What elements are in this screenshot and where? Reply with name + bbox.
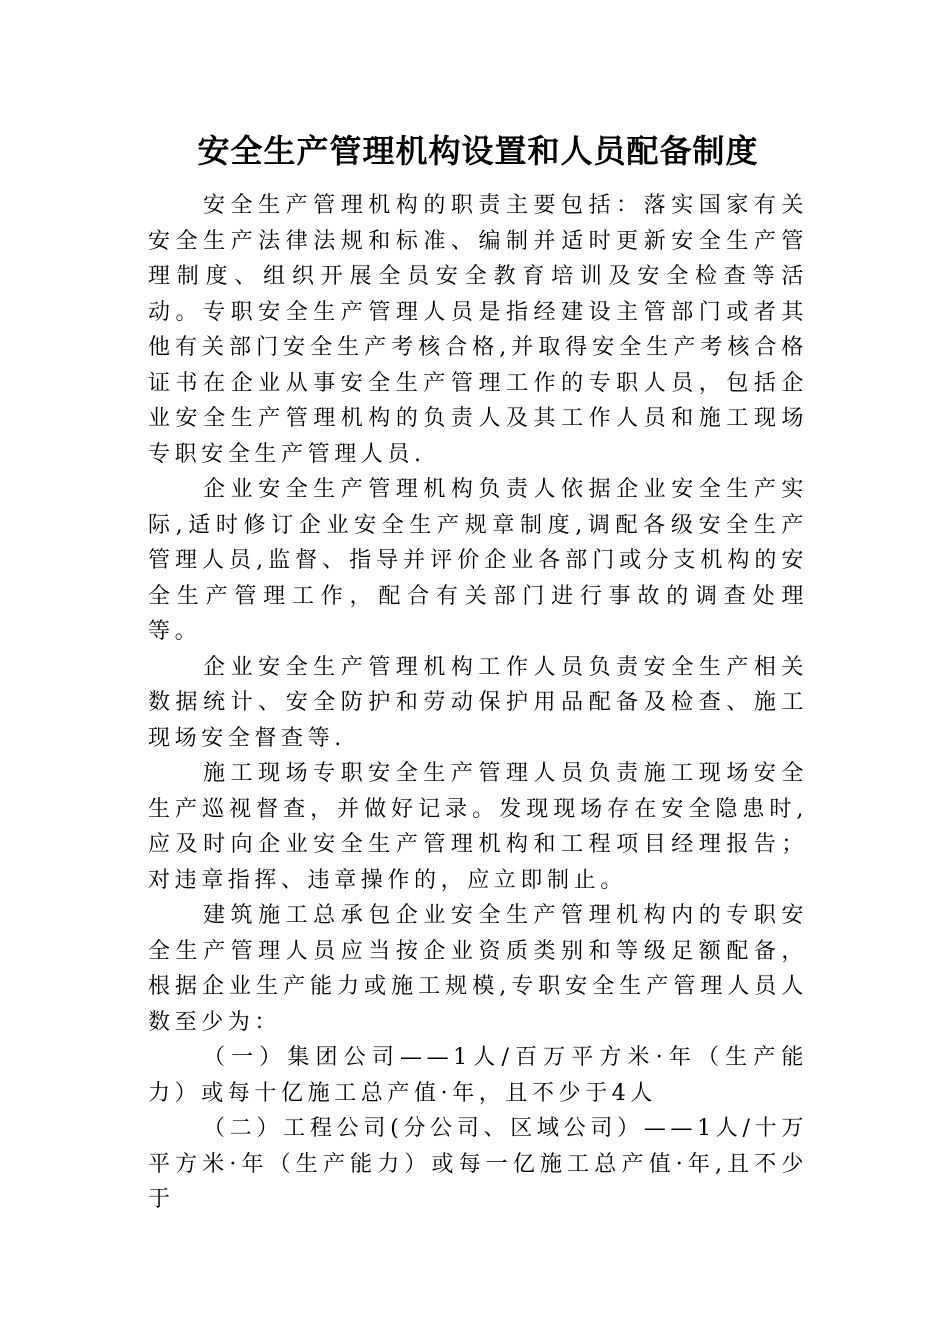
- paragraph-site-safety-staff: 施工现场专职安全生产管理人员负责施工现场安全生产巡视督查，并做好记录。发现现场存在安全隐患时,应及时向企业安全生产管理机构和工程项目经理报告；对违章指挥、违章操作的，应立即制止。: [148, 761, 808, 893]
- paragraph-duties: 安全生产管理机构的职责主要包括：落实国家有关安全生产法律法规和标准、编制并适时更新安全生产管理制度、组织开展全员安全教育培训及安全检查等活动。专职安全生产管理人员是指经建设主管部门或者其他有关部门安全生产考核合格,并取得安全生产考核合格证书在企业从事安全生产管理工作的专职人员，包括企业安全生产管理机构的负责人及其工作人员和施工现场专职安全生产管理人员.: [148, 193, 808, 467]
- paragraph-staff-responsibility: 企业安全生产管理机构工作人员负责安全生产相关数据统计、安全防护和劳动保护用品配备及检查、施工现场安全督查等.: [148, 654, 808, 751]
- paragraph-head-responsibility: 企业安全生产管理机构负责人依据企业安全生产实际,适时修订企业安全生产规章制度,调配各级安全生产管理人员,监督、指导并评价企业各部门或分支机构的安全生产管理工作，配合有关部门进行事故的调查处理等。: [148, 477, 808, 644]
- paragraph-engineering-company: （二）工程公司(分公司、区域公司）——1人/十万平方米·年（生产能力）或每一亿施工总产值·年,且不少于: [148, 1116, 808, 1212]
- document-page: [148, 128, 808, 1218]
- paragraph-staffing-requirement: 建筑施工总承包企业安全生产管理机构内的专职安全生产管理人员应当按企业资质类别和等级足额配备，根据企业生产能力或施工规模,专职安全生产管理人员人数至少为：: [148, 903, 808, 1035]
- document-title: 安全生产管理机构设置和人员配备制度: [197, 132, 759, 170]
- document-body: [148, 188, 808, 1218]
- paragraph-group-company: （一）集团公司——1人/百万平方米·年（生产能力）或每十亿施工总产值·年，且不少于4人: [148, 1045, 808, 1106]
